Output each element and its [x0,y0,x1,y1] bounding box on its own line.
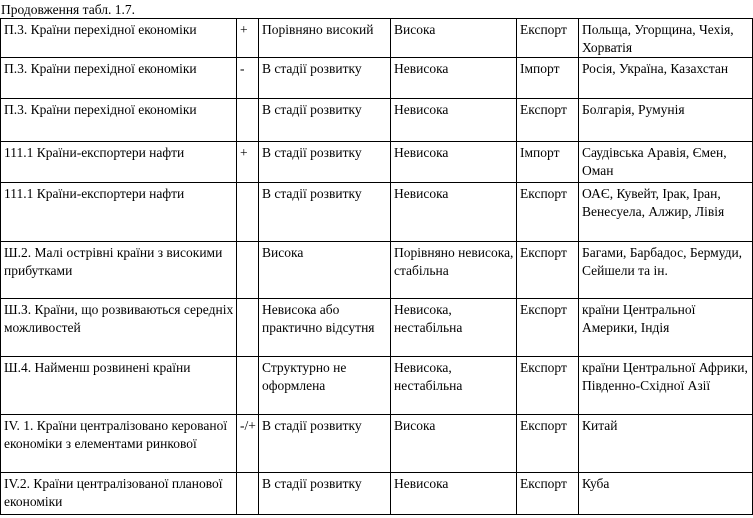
group-cell: П.3. Країни перехідної економіки [1,99,237,142]
countries-cell: країни Центральної Африки, Південно-Східної Азії [579,357,753,415]
table-row [1,357,753,415]
stability-cell: Невисока [391,183,517,242]
trade-cell: Експорт [517,299,579,357]
stability-cell: Невисока [391,58,517,99]
group-cell: Ш.4. Найменш розвинені країни [1,357,237,415]
table-row [1,299,753,357]
trade-cell: Експорт [517,473,579,515]
group-cell: IV.2. Країни централізованої планової економіки [1,473,237,515]
countries-cell: Росія, Україна, Казахстан [579,58,753,99]
group-cell: Ш.З. Країни, що розвиваються середніх можливостей [1,299,237,357]
level-cell: Висока [259,242,391,299]
table-row [1,242,753,299]
trade-cell: Імпорт [517,58,579,99]
group-cell: IV. 1. Країни централізовано керованої економіки з елементами ринкової [1,415,237,473]
countries-cell: Китай [579,415,753,473]
table-row [1,473,753,515]
countries-table [0,18,753,515]
countries-cell: Польща, Угорщина, Чехія, Хорватія [579,19,753,58]
sign-cell: + [237,142,259,183]
stability-cell: Невисока, нестабільна [391,357,517,415]
sign-cell [237,242,259,299]
countries-cell: Куба [579,473,753,515]
stability-cell: Невисока [391,99,517,142]
countries-cell: Багами, Барбадос, Бермуди, Сейшели та ін. [579,242,753,299]
level-cell: В стадії розвитку [259,183,391,242]
group-cell: 111.1 Країни-експортери нафти [1,183,237,242]
group-cell: 111.1 Країни-експортери нафти [1,142,237,183]
trade-cell: Експорт [517,415,579,473]
countries-cell: країни Центральної Америки, Індія [579,299,753,357]
table-row [1,19,753,58]
group-cell: Ш.2. Малі острівні країни з високими прибутками [1,242,237,299]
trade-cell: Експорт [517,357,579,415]
table-row [1,99,753,142]
stability-cell: Порівняно невисока, стабільна [391,242,517,299]
group-cell: П.3. Країни перехідної економіки [1,19,237,58]
level-cell: В стадії розвитку [259,415,391,473]
sign-cell [237,357,259,415]
level-cell: В стадії розвитку [259,473,391,515]
level-cell: Невисока або практично відсутня [259,299,391,357]
trade-cell: Експорт [517,19,579,58]
level-cell: В стадії розвитку [259,142,391,183]
sign-cell: -/+ [237,415,259,473]
sign-cell [237,99,259,142]
stability-cell: Висока [391,415,517,473]
stability-cell: Висока [391,19,517,58]
level-cell: В стадії розвитку [259,58,391,99]
level-cell: Порівняно високий [259,19,391,58]
countries-cell: ОАЄ, Кувейт, Ірак, Іран, Венесуела, Алжир, Лівія [579,183,753,242]
trade-cell: Експорт [517,183,579,242]
trade-cell: Експорт [517,99,579,142]
level-cell: В стадії розвитку [259,99,391,142]
table-caption: Продовження табл. 1.7. [1,2,135,17]
countries-cell: Саудівська Аравія, Ємен, Оман [579,142,753,183]
stability-cell: Невисока [391,473,517,515]
group-cell: П.3. Країни перехідної економіки [1,58,237,99]
table-row [1,58,753,99]
table-row [1,415,753,473]
table-row [1,142,753,183]
trade-cell: Експорт [517,242,579,299]
sign-cell: + [237,19,259,58]
trade-cell: Імпорт [517,142,579,183]
sign-cell [237,299,259,357]
countries-cell: Болгарія, Румунія [579,99,753,142]
stability-cell: Невисока, нестабільна [391,299,517,357]
stability-cell: Невисока [391,142,517,183]
table-row [1,183,753,242]
level-cell: Структурно не оформлена [259,357,391,415]
sign-cell [237,183,259,242]
sign-cell [237,473,259,515]
sign-cell: - [237,58,259,99]
